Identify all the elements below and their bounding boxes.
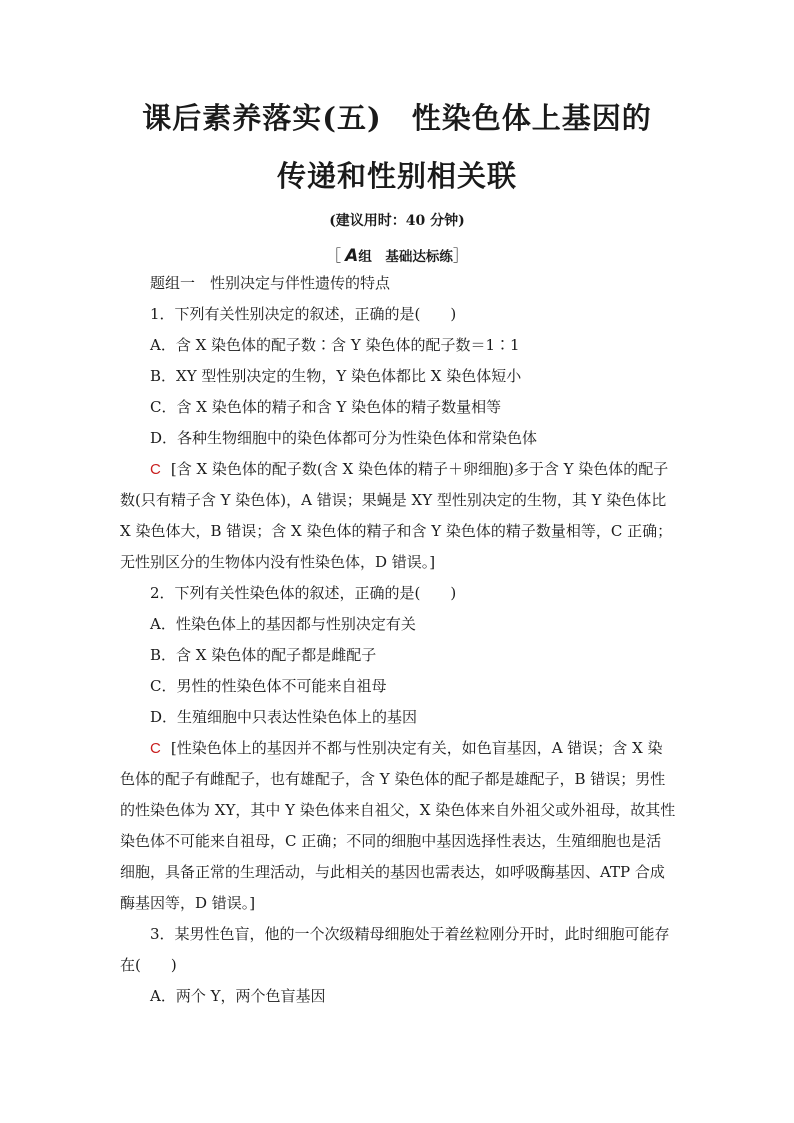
group-heading bbox=[0, 243, 794, 266]
option-item: B．含 X 染色体的配子都是雌配子 bbox=[150, 646, 377, 664]
answer-explanation bbox=[120, 454, 676, 578]
question-stem: 1．下列有关性别决定的叙述，正确的是( ) bbox=[150, 305, 457, 323]
page-title bbox=[0, 96, 794, 137]
title-part2: 性染色体上基因的 bbox=[411, 101, 652, 135]
option-item: D．生殖细胞中只表达性染色体上的基因 bbox=[150, 708, 418, 726]
option-item: A．两个 Y，两个色盲基因 bbox=[150, 987, 326, 1005]
group-bracket-open: ［ bbox=[325, 246, 342, 265]
page-title-line2: 传递和性别相关联 bbox=[276, 159, 517, 193]
option-item: A．含 X 染色体的配子数∶含 Y 染色体的配子数＝1∶1 bbox=[150, 336, 520, 354]
option-item: B．XY 型性别决定的生物，Y 染色体都比 X 染色体短小 bbox=[150, 367, 522, 385]
option-item: C．含 X 染色体的精子和含 Y 染色体的精子数量相等 bbox=[150, 398, 502, 416]
question-stem: 3．某男性色盲，他的一个次级精母细胞处于着丝粒刚分开时，此时细胞可能存在( ) bbox=[120, 925, 670, 974]
section-title: 题组一 性别决定与伴性遗传的特点 bbox=[150, 274, 391, 292]
option-item: D．各种生物细胞中的染色体都可分为性染色体和常染色体 bbox=[150, 429, 538, 447]
explanation-text: [含 X 染色体的配子数(含 X 染色体的精子＋卵细胞)多于含 Y 染色体的配子数(只有精子含 Y 染色体)，A 错误；果蝇是 XY 型性别决定的生物，其 Y 染色体比 X 染色体大，B 错误；含 X 染色体的精子和含 Y 染色体的精子数量相等，C 正确；无性别区分的生物体内没有性染色体，D 错误。] bbox=[120, 460, 673, 571]
content-body bbox=[120, 268, 676, 1012]
question-stem: 2．下列有关性染色体的叙述，正确的是( ) bbox=[150, 584, 457, 602]
answer-letter: C bbox=[150, 461, 161, 478]
group-badge-icon: A bbox=[345, 246, 359, 266]
option-item: C．男性的性染色体不可能来自祖母 bbox=[150, 677, 387, 695]
title-part1: 课后素养落实(五) bbox=[142, 101, 382, 135]
suggested-time: (建议用时：40 分钟) bbox=[329, 213, 465, 229]
answer-explanation bbox=[120, 733, 676, 919]
explanation-text: [性染色体上的基因并不都与性别决定有关，如色盲基因，A 错误；含 X 染色体的配子有雌配子，也有雄配子，含 Y 染色体的配子都是雄配子，B 错误；男性的性染色体为 XY，其中 Y 染色体来自祖父，X 染色体来自外祖父或外祖母，故其性染色体不可能来自祖母，C 正确；不同的细胞中基因选择性表达，生殖细胞也是活细胞，具备正常的生理活动，与此相关的基因也需表达，如呼吸酶基因、ATP 合成酶基因等，D 错误。] bbox=[120, 739, 676, 912]
option-item: A．性染色体上的基因都与性别决定有关 bbox=[150, 615, 416, 633]
group-bracket-close: ］ bbox=[452, 246, 469, 265]
answer-letter: C bbox=[150, 740, 161, 757]
group-label: 组 基础达标练 bbox=[358, 249, 453, 265]
